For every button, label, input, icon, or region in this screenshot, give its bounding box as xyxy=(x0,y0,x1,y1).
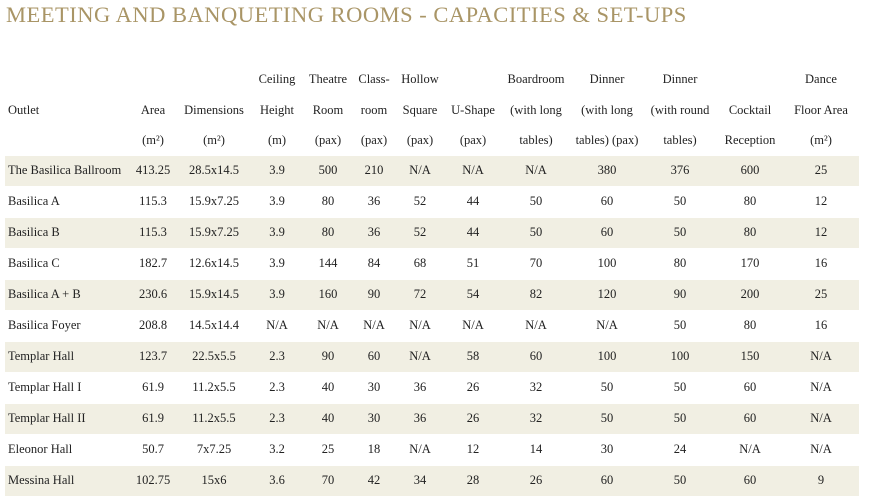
column-header-line: Room xyxy=(312,102,344,117)
column-header-line: Floor Area xyxy=(794,102,848,117)
table-cell: 36 xyxy=(395,372,445,403)
table-cell: 3.6 xyxy=(251,465,303,496)
table-cell: 208.8 xyxy=(129,310,177,341)
column-header-line: Outlet xyxy=(8,102,40,117)
table-cell: 3.9 xyxy=(251,217,303,248)
table-cell: 80 xyxy=(303,186,353,217)
outlet-name-cell: Messina Hall xyxy=(5,465,129,496)
table-cell: N/A xyxy=(395,434,445,465)
outlet-name-cell: Templar Hall xyxy=(5,341,129,372)
table-cell: 60 xyxy=(501,341,571,372)
column-header-line xyxy=(445,64,501,95)
table-cell: N/A xyxy=(501,310,571,341)
table-cell: 26 xyxy=(501,465,571,496)
column-header-line: (m²) xyxy=(810,133,832,147)
table-row xyxy=(5,310,859,341)
table-cell: 22.5x5.5 xyxy=(177,341,251,372)
column-header-line: tables) xyxy=(663,133,697,147)
table-cell: 28.5x14.5 xyxy=(177,156,251,187)
table-row xyxy=(5,434,859,465)
column-header-line: Theatre xyxy=(308,72,348,86)
table-cell: 18 xyxy=(353,434,395,465)
table-row xyxy=(5,186,859,217)
table-cell: 60 xyxy=(571,186,643,217)
column-header-line: (pax) xyxy=(406,133,434,147)
table-cell: 51 xyxy=(445,248,501,279)
column-header-5 xyxy=(353,64,395,156)
table-cell: 70 xyxy=(501,248,571,279)
table-cell: 42 xyxy=(353,465,395,496)
column-header-line: (m) xyxy=(267,133,287,147)
column-header-7 xyxy=(445,64,501,156)
table-cell: 50 xyxy=(643,217,717,248)
table-cell: 61.9 xyxy=(129,372,177,403)
column-header-12 xyxy=(783,64,859,156)
column-header-line: Square xyxy=(402,102,438,117)
table-cell: 30 xyxy=(571,434,643,465)
table-cell: 3.9 xyxy=(251,186,303,217)
table-cell: 150 xyxy=(717,341,783,372)
column-header-line: U-Shape xyxy=(451,102,495,117)
column-header-2 xyxy=(177,64,251,156)
table-cell: 36 xyxy=(395,403,445,434)
table-cell: 200 xyxy=(717,279,783,310)
table-cell: 3.9 xyxy=(251,156,303,187)
column-header-line: Height xyxy=(259,102,295,117)
table-cell: 32 xyxy=(501,403,571,434)
table-cell: 80 xyxy=(717,186,783,217)
table-cell: 25 xyxy=(783,156,859,187)
column-header-line: (with long xyxy=(510,102,562,117)
outlet-name-cell: Eleonor Hall xyxy=(5,434,129,465)
table-cell: 100 xyxy=(571,341,643,372)
column-header-line: room xyxy=(360,102,388,117)
column-header-line: Boardroom xyxy=(507,72,565,86)
table-cell: 26 xyxy=(445,403,501,434)
table-cell: N/A xyxy=(303,310,353,341)
table-cell: 80 xyxy=(303,217,353,248)
table-cell: 50.7 xyxy=(129,434,177,465)
column-header-line: (with round xyxy=(650,102,710,117)
column-header-1 xyxy=(129,64,177,156)
column-header-line: (pax) xyxy=(459,133,487,147)
table-row xyxy=(5,248,859,279)
table-cell: 28 xyxy=(445,465,501,496)
table-cell: 36 xyxy=(353,217,395,248)
table-cell: 3.9 xyxy=(251,248,303,279)
table-row xyxy=(5,156,859,187)
table-cell: 11.2x5.5 xyxy=(177,403,251,434)
table-cell: 15x6 xyxy=(177,465,251,496)
table-cell: 90 xyxy=(303,341,353,372)
column-header-line: Area xyxy=(140,102,166,117)
table-cell: N/A xyxy=(717,434,783,465)
table-row xyxy=(5,279,859,310)
table-row xyxy=(5,403,859,434)
table-cell: 25 xyxy=(303,434,353,465)
table-cell: 30 xyxy=(353,403,395,434)
table-cell: 11.2x5.5 xyxy=(177,372,251,403)
table-cell: 60 xyxy=(571,217,643,248)
table-row xyxy=(5,217,859,248)
table-cell: 100 xyxy=(571,248,643,279)
outlet-name-cell: Templar Hall I xyxy=(5,372,129,403)
table-cell: 2.3 xyxy=(251,372,303,403)
page-title: MEETING AND BANQUETING ROOMS - CAPACITIES & SET-UPS xyxy=(6,2,687,27)
table-cell: 60 xyxy=(717,403,783,434)
table-cell: 52 xyxy=(395,217,445,248)
outlet-name-cell: The Basilica Ballroom xyxy=(5,156,129,187)
table-cell: N/A xyxy=(783,403,859,434)
table-cell: N/A xyxy=(395,310,445,341)
table-cell: 123.7 xyxy=(129,341,177,372)
table-cell: 90 xyxy=(643,279,717,310)
table-cell: 36 xyxy=(353,186,395,217)
table-cell: 80 xyxy=(717,217,783,248)
column-header-line: Reception xyxy=(724,133,776,147)
table-cell: 50 xyxy=(643,372,717,403)
table-cell: 50 xyxy=(571,372,643,403)
table-cell: 26 xyxy=(445,372,501,403)
table-cell: N/A xyxy=(395,341,445,372)
table-cell: 52 xyxy=(395,186,445,217)
table-cell: N/A xyxy=(353,310,395,341)
table-cell: 182.7 xyxy=(129,248,177,279)
column-header-line: (pax) xyxy=(314,133,342,147)
column-header-line: Dinner xyxy=(662,72,698,86)
table-cell: 14.5x14.4 xyxy=(177,310,251,341)
table-cell: 61.9 xyxy=(129,403,177,434)
column-header-line: Hollow xyxy=(401,72,439,86)
table-cell: 380 xyxy=(571,156,643,187)
table-cell: 50 xyxy=(501,217,571,248)
column-header-6 xyxy=(395,64,445,156)
table-cell: 3.9 xyxy=(251,279,303,310)
table-cell: 60 xyxy=(571,465,643,496)
table-cell: 9 xyxy=(783,465,859,496)
table-cell: 84 xyxy=(353,248,395,279)
table-cell: N/A xyxy=(251,310,303,341)
capacities-table xyxy=(5,64,859,497)
column-header-line: tables) xyxy=(519,133,553,147)
table-cell: 72 xyxy=(395,279,445,310)
column-header-line: Dance xyxy=(805,72,837,86)
table-row xyxy=(5,465,859,496)
table-cell: 50 xyxy=(643,310,717,341)
table-cell: 50 xyxy=(643,465,717,496)
table-cell: 60 xyxy=(717,465,783,496)
table-cell: 50 xyxy=(643,186,717,217)
column-header-4 xyxy=(303,64,353,156)
outlet-name-cell: Basilica A + B xyxy=(5,279,129,310)
table-cell: 2.3 xyxy=(251,403,303,434)
table-cell: 15.9x7.25 xyxy=(177,186,251,217)
table-cell: N/A xyxy=(571,310,643,341)
table-cell: N/A xyxy=(783,341,859,372)
table-cell: 25 xyxy=(783,279,859,310)
table-cell: 34 xyxy=(395,465,445,496)
table-cell: 30 xyxy=(353,372,395,403)
table-cell: 54 xyxy=(445,279,501,310)
table-cell: 14 xyxy=(501,434,571,465)
column-header-line: Dinner xyxy=(589,72,625,86)
column-header-line: (m²) xyxy=(203,133,225,147)
table-cell: 376 xyxy=(643,156,717,187)
table-cell: 15.9x14.5 xyxy=(177,279,251,310)
table-cell: 12 xyxy=(783,186,859,217)
table-cell: N/A xyxy=(783,434,859,465)
table-cell: 58 xyxy=(445,341,501,372)
table-cell: 210 xyxy=(353,156,395,187)
table-cell: 90 xyxy=(353,279,395,310)
column-header-line: Dimensions xyxy=(184,102,244,117)
table-cell: 50 xyxy=(501,186,571,217)
outlet-name-cell: Basilica B xyxy=(5,217,129,248)
table-cell: N/A xyxy=(783,372,859,403)
table-cell: 144 xyxy=(303,248,353,279)
table-cell: 2.3 xyxy=(251,341,303,372)
table-cell: 12 xyxy=(783,217,859,248)
column-header-line xyxy=(717,64,783,95)
column-header-10 xyxy=(643,64,717,156)
table-cell: 120 xyxy=(571,279,643,310)
outlet-name-cell: Basilica Foyer xyxy=(5,310,129,341)
table-cell: 16 xyxy=(783,248,859,279)
table-cell: 44 xyxy=(445,186,501,217)
table-cell: 15.9x7.25 xyxy=(177,217,251,248)
table-cell: 12.6x14.5 xyxy=(177,248,251,279)
table-cell: N/A xyxy=(445,310,501,341)
table-cell: 70 xyxy=(303,465,353,496)
column-header-line: Class- xyxy=(358,72,390,86)
column-header-line: Ceiling xyxy=(258,72,296,86)
column-header-0 xyxy=(5,64,129,156)
table-cell: N/A xyxy=(445,156,501,187)
table-cell: 12 xyxy=(445,434,501,465)
table-cell: 44 xyxy=(445,217,501,248)
table-row xyxy=(5,372,859,403)
table-cell: 16 xyxy=(783,310,859,341)
table-cell: 413.25 xyxy=(129,156,177,187)
column-header-9 xyxy=(571,64,643,156)
column-header-line: Cocktail xyxy=(728,102,772,117)
table-cell: 50 xyxy=(571,403,643,434)
table-cell: 115.3 xyxy=(129,186,177,217)
table-cell: 32 xyxy=(501,372,571,403)
table-cell: 68 xyxy=(395,248,445,279)
table-row xyxy=(5,341,859,372)
outlet-name-cell: Basilica C xyxy=(5,248,129,279)
outlet-name-cell: Templar Hall II xyxy=(5,403,129,434)
column-header-line: (pax) xyxy=(360,133,388,147)
table-cell: N/A xyxy=(501,156,571,187)
header-row xyxy=(5,64,859,156)
column-header-line xyxy=(177,64,251,95)
table-cell: 60 xyxy=(353,341,395,372)
table-cell: 115.3 xyxy=(129,217,177,248)
column-header-line: tables) (pax) xyxy=(575,133,639,147)
table-cell: 50 xyxy=(643,403,717,434)
column-header-line xyxy=(5,125,129,156)
table-cell: 80 xyxy=(643,248,717,279)
table-cell: 82 xyxy=(501,279,571,310)
table-cell: 600 xyxy=(717,156,783,187)
table-cell: 40 xyxy=(303,403,353,434)
table-cell: 3.2 xyxy=(251,434,303,465)
column-header-line: (with long xyxy=(581,102,633,117)
table-cell: 170 xyxy=(717,248,783,279)
column-header-8 xyxy=(501,64,571,156)
column-header-11 xyxy=(717,64,783,156)
table-body xyxy=(5,156,859,497)
table-cell: 24 xyxy=(643,434,717,465)
table-cell: 7x7.25 xyxy=(177,434,251,465)
column-header-line: (m²) xyxy=(142,133,164,147)
table-cell: 80 xyxy=(717,310,783,341)
table-cell: 40 xyxy=(303,372,353,403)
outlet-name-cell: Basilica A xyxy=(5,186,129,217)
table-cell: 160 xyxy=(303,279,353,310)
table-cell: N/A xyxy=(395,156,445,187)
column-header-line xyxy=(5,64,129,95)
table-cell: 230.6 xyxy=(129,279,177,310)
table-cell: 102.75 xyxy=(129,465,177,496)
table-cell: 60 xyxy=(717,372,783,403)
table-cell: 500 xyxy=(303,156,353,187)
column-header-3 xyxy=(251,64,303,156)
table-cell: 100 xyxy=(643,341,717,372)
column-header-line xyxy=(129,64,177,95)
